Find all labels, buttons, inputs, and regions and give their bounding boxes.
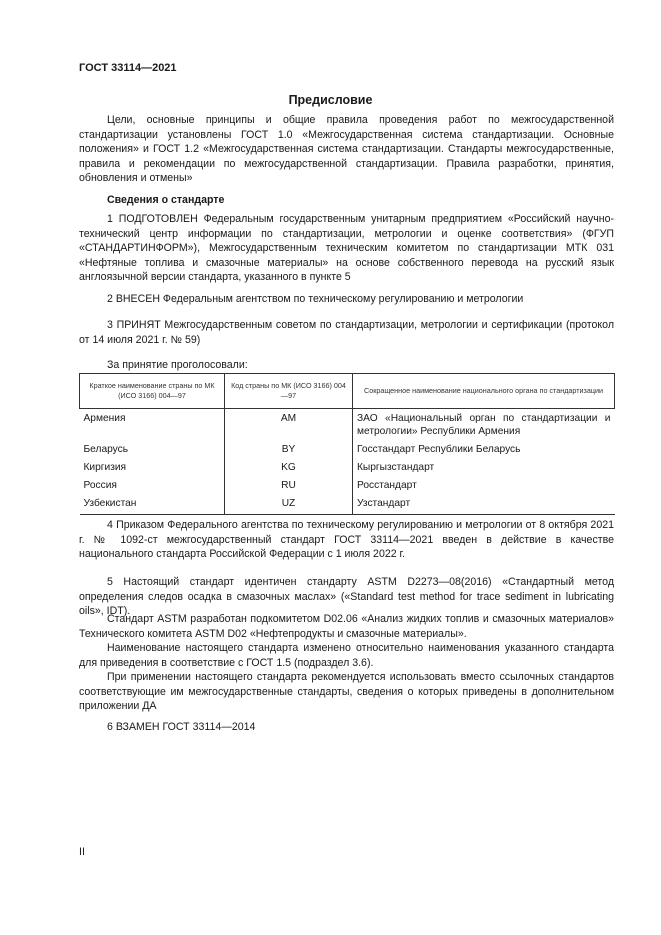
paragraph-2: 2 ВНЕСЕН Федеральным агентством по техническому регулированию и метрологии xyxy=(107,293,524,305)
country-name: Армения xyxy=(80,409,225,443)
table-row xyxy=(80,460,615,478)
country-code: RU xyxy=(225,478,353,496)
paragraph-5: 5 Настоящий стандарт идентичен стандарту ASTM D2273—08(2016) «Стандартный метод определения следов осадка в смазочных маслах» («Standard test method for trace sediment in lubricating oils», IDT). xyxy=(79,576,614,618)
table-header-cell: Краткое наименование страны по МК (ИСО 3166) 004—97 xyxy=(80,374,225,409)
country-code: KG xyxy=(225,460,353,478)
table-row xyxy=(80,478,615,496)
intro-paragraph: Цели, основные принципы и общие правила проведения работ по межгосударственной стандартизации установлены ГОСТ 1.0 «Межгосударственная система стандартизации. Основные положения» и ГОСТ 1.2 «Межгосударственная система стандартизации. Стандарты межгосударственные, правила и рекомендации по межгосударственной стандартизации. Правила разработки, принятия, обновления и отмены» xyxy=(79,114,614,185)
table-header-cell: Код страны по МК (ИСО 3166) 004—97 xyxy=(225,374,353,409)
paragraph-1: 1 ПОДГОТОВЛЕН Федеральным государственным унитарным предприятием «Российский научно-технический центр информации по стандартизации, метрологии и оценке соответствия» (ФГУП «СТАНДАРТИНФОРМ»), Межгосударственным техническим комитетом по стандартизации МТК 031 «Нефтяные топлива и смазочные материалы» на основе собственного перевода на русский язык англоязычной версии стандарта, указанного в пункте 5 xyxy=(79,213,614,284)
paragraph-5c: Наименование настоящего стандарта изменено относительно наименования указанного стандарта для приведения в соответствие с ГОСТ 1.5 (подраздел 3.6). xyxy=(79,642,614,669)
page-title: Предисловие xyxy=(288,93,373,107)
country-name: Россия xyxy=(83,480,117,491)
paragraph-4: 4 Приказом Федерального агентства по техническому регулированию и метрологии от 8 октября 2021 г. № 1092-ст межгосударственный стандарт ГОСТ 33114—2021 введен в действие в качестве национального стандарта Российской Федерации с 1 июля 2022 г. xyxy=(79,519,614,561)
country-code: UZ xyxy=(225,496,353,515)
standards-body: Госстандарт Республики Беларусь xyxy=(357,444,521,455)
paragraph-5d: При применении настоящего стандарта рекомендуется использовать вместо ссылочных стандартов соответствующие им межгосударственные стандарты, сведения о которых приведены в дополнительном приложении ДА xyxy=(79,671,614,713)
standards-body: Росстандарт xyxy=(357,480,417,491)
section-subtitle: Сведения о стандарте xyxy=(107,194,225,206)
paragraph-5b: Стандарт ASTM разработан подкомитетом D02.06 «Анализ жидких топлив и смазочных материалов» Технического комитета ASTM D02 «Нефтепродукты и смазочные материалы». xyxy=(79,613,614,640)
table-row xyxy=(80,409,615,443)
paragraph-3: 3 ПРИНЯТ Межгосударственным советом по стандартизации, метрологии и сертификации (протокол от 14 июля 2021 г. № 59) xyxy=(79,319,614,346)
country-code: BY xyxy=(225,442,353,460)
paragraph-6: 6 ВЗАМЕН ГОСТ 33114—2014 xyxy=(107,721,256,733)
page-number: II xyxy=(79,846,85,858)
country-name: Беларусь xyxy=(83,444,129,455)
standards-body: Узстандарт xyxy=(353,496,615,515)
countries-table xyxy=(79,373,615,515)
standards-body: Кыргызстандарт xyxy=(357,462,435,473)
standards-body: ЗАО «Национальный орган по стандартизации и метрологии» Республики Армения xyxy=(353,409,615,443)
country-name: Узбекистан xyxy=(80,496,225,515)
table-header-cell: Сокращенное наименование национального органа по стандартизации xyxy=(353,374,615,409)
country-name: Киргизия xyxy=(83,462,127,473)
document-header: ГОСТ 33114—2021 xyxy=(79,62,177,74)
table-header-row xyxy=(80,374,615,409)
country-code: AM xyxy=(225,409,353,443)
table-row xyxy=(80,442,615,460)
table-row xyxy=(80,496,615,515)
voted-label: За принятие проголосовали: xyxy=(107,359,248,371)
